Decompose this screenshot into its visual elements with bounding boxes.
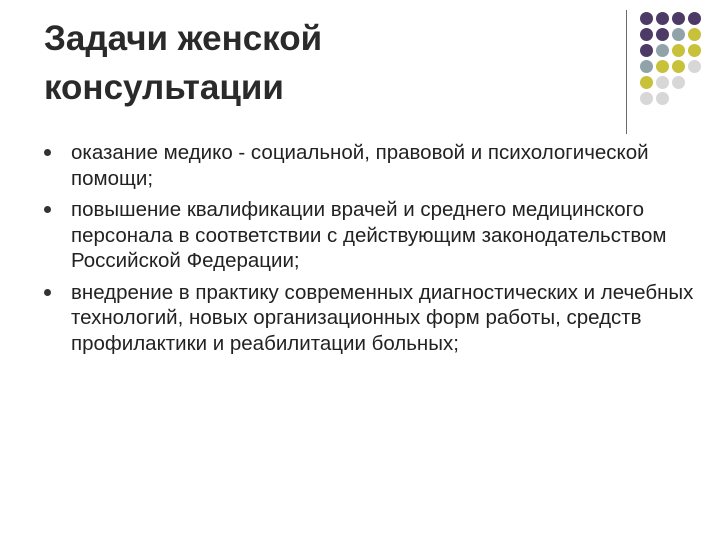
decorative-dot: [688, 12, 701, 25]
decorative-dot: [640, 60, 653, 73]
decorative-dot: [640, 12, 653, 25]
decorative-dot: [640, 76, 653, 89]
decorative-dot: [672, 60, 685, 73]
decorative-dot: [688, 28, 701, 41]
decorative-dot: [656, 76, 669, 89]
decorative-dot-grid: [640, 12, 720, 112]
bullet-item-3: [44, 280, 694, 357]
slide-title-line-2: консультации: [44, 68, 284, 107]
decorative-dot: [672, 28, 685, 41]
decorative-dot: [688, 44, 701, 57]
bullet-item-2: [44, 197, 694, 274]
decorative-dot: [640, 92, 653, 105]
bullet-text-1: оказание медико - социальной, правовой и психологической помощи;: [71, 141, 649, 190]
decorative-dot: [656, 28, 669, 41]
decorative-dot: [640, 28, 653, 41]
decorative-dot: [656, 60, 669, 73]
bullet-item-1: [44, 140, 694, 191]
slide-title: [44, 14, 584, 112]
decorative-dot: [640, 44, 653, 57]
decorative-dot: [656, 44, 669, 57]
bullet-dot-icon: [44, 149, 51, 156]
bullet-dot-icon: [44, 206, 51, 213]
bullet-list: [44, 140, 694, 362]
bullet-text-2: повышение квалификации врачей и среднего медицинского персонала в соответствии с действующим законодательством Российской Федерации;: [71, 198, 667, 272]
bullet-dot-icon: [44, 289, 51, 296]
decorative-dot: [656, 92, 669, 105]
decorative-dot: [672, 44, 685, 57]
vertical-divider: [626, 10, 627, 134]
decorative-dot: [656, 12, 669, 25]
bullet-text-3: внедрение в практику современных диагностических и лечебных технологий, новых организационных форм работы, средств профилактики и реабилитации больных;: [71, 280, 694, 355]
decorative-dot: [672, 76, 685, 89]
decorative-dot: [672, 12, 685, 25]
slide-title-line-1: Задачи женской: [44, 19, 323, 58]
decorative-dot: [688, 60, 701, 73]
